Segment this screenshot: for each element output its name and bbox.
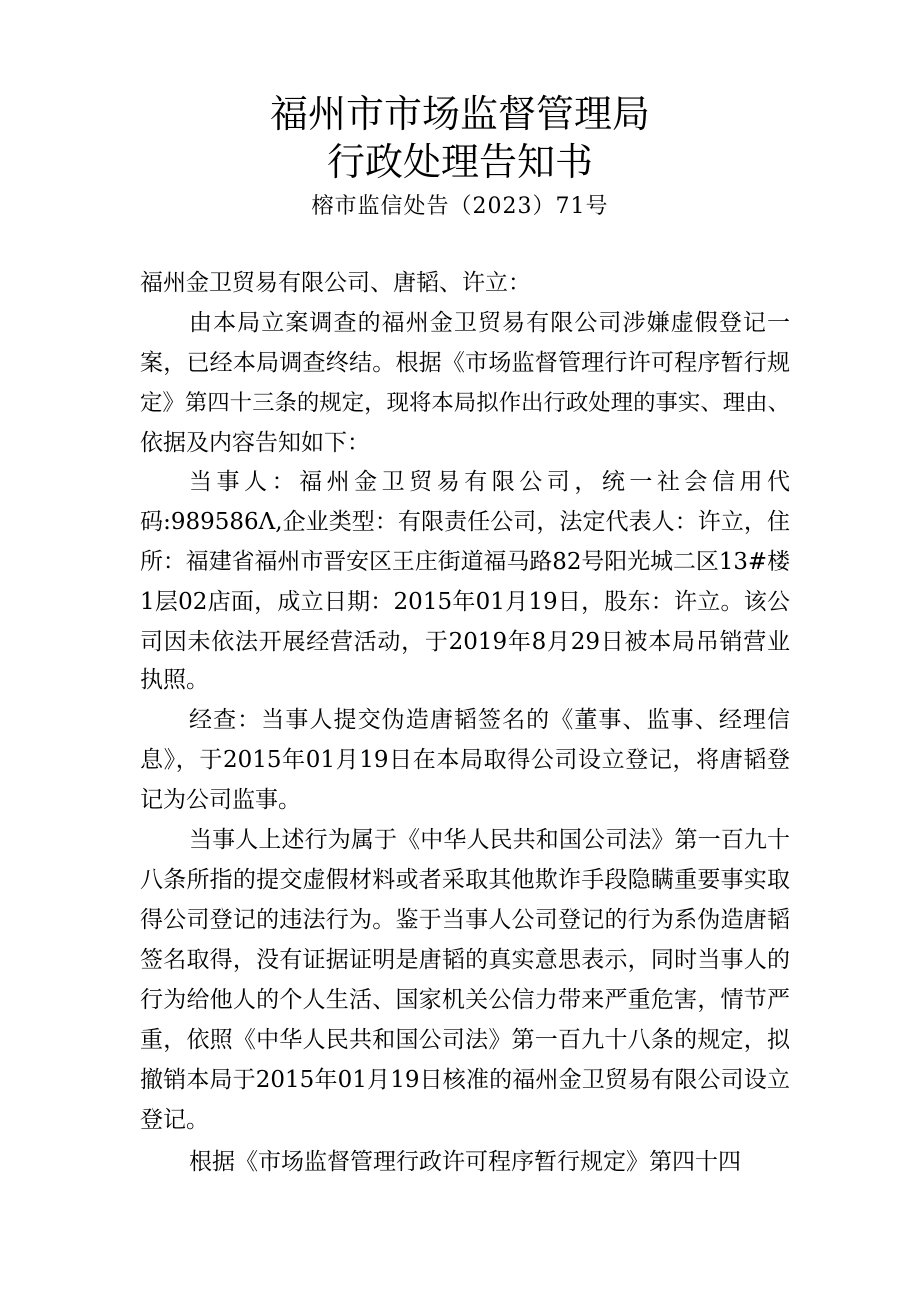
document-subtitle: 行政处理告知书 (326, 140, 593, 184)
document-title: 福州市市场监督管理局 (269, 92, 650, 136)
text-line: 经查：当事人提交伪造唐韬签名的《董事、监事、经理信 (189, 707, 790, 733)
text-line: 息》，于2015年01月19日在本局取得公司设立登记，将唐韬登 (140, 747, 790, 773)
text-line: 司因未依法开展经营活动，于2019年8月29日被本局吊销营业 (140, 629, 790, 655)
text-line: 依据及内容告知如下： (140, 430, 370, 456)
text-line: 当事人：福州金卫贸易有限公司，统一社会信用代 (189, 469, 790, 495)
text-line: 由本局立案调查的福州金卫贸易有限公司涉嫌虚假登记一 (189, 310, 790, 336)
text-line: 1层02店面，成立日期：2015年01月19日，股东：许立。该公 (140, 589, 790, 615)
text-line: 撤销本局于2015年01月19日核准的福州金卫贸易有限公司设立 (140, 1067, 790, 1093)
text-line: 所：福建省福州市晋安区王庄街道福马路82号阳光城二区13#楼 (140, 549, 790, 575)
text-line: 案，已经本局调查终结。根据《市场监督管理行许可程序暂行规 (140, 350, 790, 376)
text-line: 行为给他人的个人生活、国家机关公信力带来严重危害，情节严 (140, 987, 790, 1013)
text-line: 码:989586Λ,企业类型：有限责任公司，法定代表人：许立，住 (140, 509, 790, 535)
addressee: 福州金卫贸易有限公司、唐韬、许立： (140, 270, 531, 296)
text-line: 记为公司监事。 (140, 787, 301, 813)
document-number: 榕市监信处告（2023）71号 (311, 194, 609, 219)
text-line: 根据《市场监督管理行政许可程序暂行规定》第四十四 (189, 1149, 741, 1175)
text-line: 得公司登记的违法行为。鉴于当事人公司登记的行为系伪造唐韬 (140, 907, 790, 933)
text-line: 签名取得，没有证据证明是唐韬的真实意思表示，同时当事人的 (140, 947, 790, 973)
text-line: 执照。 (140, 667, 209, 693)
text-line: 当事人上述行为属于《中华人民共和国公司法》第一百九十 (189, 827, 790, 853)
text-line: 八条所指的提交虚假材料或者采取其他欺诈手段隐瞒重要事实取 (140, 867, 790, 893)
text-line: 重，依照《中华人民共和国公司法》第一百九十八条的规定，拟 (140, 1027, 790, 1053)
text-line: 登记。 (140, 1107, 209, 1133)
text-line: 定》第四十三条的规定，现将本局拟作出行政处理的事实、理由、 (140, 390, 790, 416)
